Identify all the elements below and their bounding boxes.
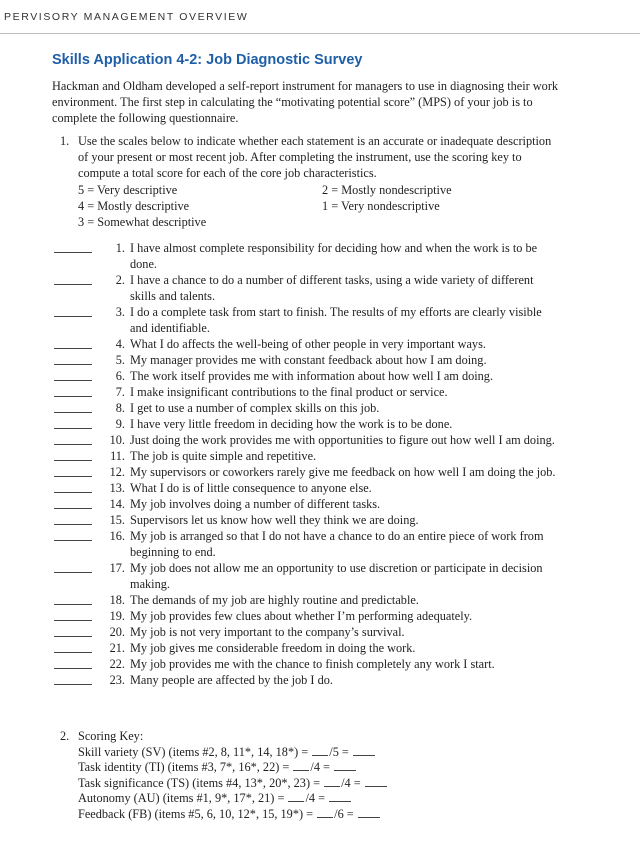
questionnaire-items — [52, 240, 562, 688]
survey-item — [52, 528, 562, 560]
item-number: 20. — [109, 625, 125, 639]
survey-item — [52, 432, 562, 448]
score-result-blank[interactable] — [353, 755, 375, 756]
scoring-key-list — [78, 745, 560, 823]
item-number: 9. — [115, 417, 125, 431]
answer-blank[interactable] — [54, 652, 92, 653]
item-text: What I do is of little consequence to anyone else. — [130, 481, 372, 495]
scoring-key-row — [78, 807, 560, 823]
score-divisor: /4 = — [310, 760, 330, 775]
item-number: 16. — [109, 529, 125, 543]
section-title: Skills Application 4-2: Job Diagnostic Survey — [52, 52, 363, 68]
item-text: Supervisors let us know how well they think we are doing. — [130, 513, 419, 527]
scoring-key-row — [78, 745, 560, 761]
step-1-number: 1. — [60, 134, 70, 148]
survey-item — [52, 384, 562, 400]
item-number: 21. — [109, 641, 125, 655]
item-text: The work itself provides me with information about how well I am doing. — [130, 369, 494, 383]
scoring-key-row — [78, 776, 560, 792]
survey-item — [52, 592, 562, 608]
survey-item — [52, 352, 562, 368]
item-number: 17. — [109, 561, 125, 575]
scale-5: 5 = Very descriptive — [78, 183, 178, 197]
item-number: 10. — [109, 433, 125, 447]
score-sum-blank[interactable] — [312, 755, 328, 756]
item-number: 2. — [115, 273, 125, 287]
survey-item — [52, 400, 562, 416]
item-text: My job does not allow me an opportunity to use discretion or participate in decision making. — [130, 561, 543, 591]
scoring-key-label: Task identity (TI) (items #3, 7*, 16*, 22) = — [78, 760, 290, 775]
item-number: 12. — [109, 465, 125, 479]
answer-blank[interactable] — [54, 348, 92, 349]
item-text: I have almost complete responsibility for deciding how and when the work is to be done. — [130, 241, 538, 271]
answer-blank[interactable] — [54, 684, 92, 685]
scoring-key-title: Scoring Key: — [78, 729, 144, 743]
answer-blank[interactable] — [54, 364, 92, 365]
item-text: Just doing the work provides me with opportunities to figure out how well I am doing. — [130, 433, 555, 447]
answer-blank[interactable] — [54, 620, 92, 621]
scoring-key-label: Task significance (TS) (items #4, 13*, 20*, 23) = — [78, 775, 321, 790]
item-number: 1. — [115, 241, 125, 255]
item-text: My manager provides me with constant feedback about how I am doing. — [130, 353, 487, 367]
item-number: 23. — [109, 673, 125, 687]
step-2-number: 2. — [60, 729, 70, 743]
answer-blank[interactable] — [54, 460, 92, 461]
answer-blank[interactable] — [54, 476, 92, 477]
survey-item — [52, 512, 562, 528]
answer-blank[interactable] — [54, 572, 92, 573]
survey-item — [52, 448, 562, 464]
score-sum-blank[interactable] — [324, 786, 340, 787]
item-text: The demands of my job are highly routine and predictable. — [130, 593, 419, 607]
step-1-text: Use the scales below to indicate whether each statement is an accurate or inadequate description of your present or most recent job. After completing the instrument, use the scoring key to compute a total score for each of the core job characteristics. — [78, 134, 552, 180]
item-number: 18. — [109, 593, 125, 607]
header-divider — [0, 33, 640, 34]
scoring-key-label: Feedback (FB) (items #5, 6, 10, 12*, 15, 19*) = — [78, 806, 314, 821]
scoring-key-label: Autonomy (AU) (items #1, 9*, 17*, 21) = — [78, 791, 285, 806]
score-result-blank[interactable] — [358, 817, 380, 818]
answer-blank[interactable] — [54, 540, 92, 541]
scale-4: 4 = Mostly descriptive — [78, 199, 190, 213]
item-text: I do a complete task from start to finish. The results of my efforts are clearly visible and identifiable. — [130, 305, 542, 335]
running-head: PERVISORY MANAGEMENT OVERVIEW — [4, 11, 249, 23]
answer-blank[interactable] — [54, 284, 92, 285]
item-text: My job provides me with the chance to finish completely any work I start. — [130, 657, 495, 671]
scale-1: 1 = Very nondescriptive — [322, 199, 440, 213]
survey-item — [52, 672, 562, 688]
item-text: I have very little freedom in deciding how the work is to be done. — [130, 417, 453, 431]
survey-item — [52, 304, 562, 336]
score-divisor: /5 = — [329, 744, 349, 759]
answer-blank[interactable] — [54, 668, 92, 669]
survey-item — [52, 640, 562, 656]
item-text: I have a chance to do a number of different tasks, using a wide variety of different skills and talents. — [130, 273, 534, 303]
answer-blank[interactable] — [54, 412, 92, 413]
item-text: My supervisors or coworkers rarely give me feedback on how well I am doing the job. — [130, 465, 556, 479]
scoring-key-label: Skill variety (SV) (items #2, 8, 11*, 14, 18*) = — [78, 744, 309, 759]
item-number: 4. — [115, 337, 125, 351]
score-sum-blank[interactable] — [293, 770, 309, 771]
survey-item — [52, 240, 562, 272]
item-text: My job gives me considerable freedom in doing the work. — [130, 641, 416, 655]
item-number: 3. — [115, 305, 125, 319]
item-number: 13. — [109, 481, 125, 495]
survey-item — [52, 368, 562, 384]
survey-item — [52, 272, 562, 304]
survey-item — [52, 416, 562, 432]
item-text: My job is not very important to the company’s survival. — [130, 625, 405, 639]
scoring-key-row — [78, 760, 560, 776]
item-text: What I do affects the well-being of other people in very important ways. — [130, 337, 486, 351]
item-number: 6. — [115, 369, 125, 383]
item-number: 19. — [109, 609, 125, 623]
scoring-key-row — [78, 791, 560, 807]
answer-blank[interactable] — [54, 444, 92, 445]
intro-paragraph: Hackman and Oldham developed a self-report instrument for managers to use in diagnosing their work environment. The first step in calculating the “motivating potential score” (MPS) of your job is to complete the following questionnaire. — [52, 79, 559, 125]
survey-item — [52, 496, 562, 512]
step-1-instructions — [60, 133, 560, 181]
survey-item — [52, 336, 562, 352]
score-sum-blank[interactable] — [317, 817, 333, 818]
score-result-blank[interactable] — [329, 801, 351, 802]
answer-blank[interactable] — [54, 492, 92, 493]
item-text: I make insignificant contributions to the final product or service. — [130, 385, 448, 399]
item-text: My job is arranged so that I do not have a chance to do an entire piece of work from beginning to end. — [130, 529, 544, 559]
item-text: The job is quite simple and repetitive. — [130, 449, 317, 463]
score-divisor: /4 = — [305, 791, 326, 806]
item-number: 11. — [110, 449, 125, 463]
survey-item — [52, 656, 562, 672]
answer-blank[interactable] — [54, 380, 92, 381]
answer-blank[interactable] — [54, 604, 92, 605]
answer-blank[interactable] — [54, 428, 92, 429]
item-text: My job involves doing a number of different tasks. — [130, 497, 381, 511]
score-result-blank[interactable] — [334, 770, 356, 771]
scale-3: 3 = Somewhat descriptive — [78, 215, 207, 229]
answer-blank[interactable] — [54, 524, 92, 525]
survey-item — [52, 480, 562, 496]
item-number: 8. — [115, 401, 125, 415]
item-text: Many people are affected by the job I do. — [130, 673, 333, 687]
answer-blank[interactable] — [54, 252, 92, 253]
item-text: I get to use a number of complex skills on this job. — [130, 401, 380, 415]
scale-2: 2 = Mostly nondescriptive — [322, 183, 452, 197]
item-number: 7. — [115, 385, 125, 399]
item-number: 15. — [109, 513, 125, 527]
scoring-key — [60, 729, 560, 823]
answer-blank[interactable] — [54, 636, 92, 637]
score-divisor: /6 = — [334, 806, 354, 821]
answer-blank[interactable] — [54, 396, 92, 397]
score-result-blank[interactable] — [365, 786, 387, 787]
survey-item — [52, 624, 562, 640]
survey-item — [52, 560, 562, 592]
answer-blank[interactable] — [54, 508, 92, 509]
score-sum-blank[interactable] — [288, 801, 304, 802]
item-number: 14. — [109, 497, 125, 511]
survey-item — [52, 608, 562, 624]
rating-scale — [78, 182, 518, 230]
score-divisor: /4 = — [341, 775, 361, 790]
item-text: My job provides few clues about whether I’m performing adequately. — [130, 609, 473, 623]
item-number: 22. — [109, 657, 125, 671]
survey-item — [52, 464, 562, 480]
answer-blank[interactable] — [54, 316, 92, 317]
item-number: 5. — [115, 353, 125, 367]
